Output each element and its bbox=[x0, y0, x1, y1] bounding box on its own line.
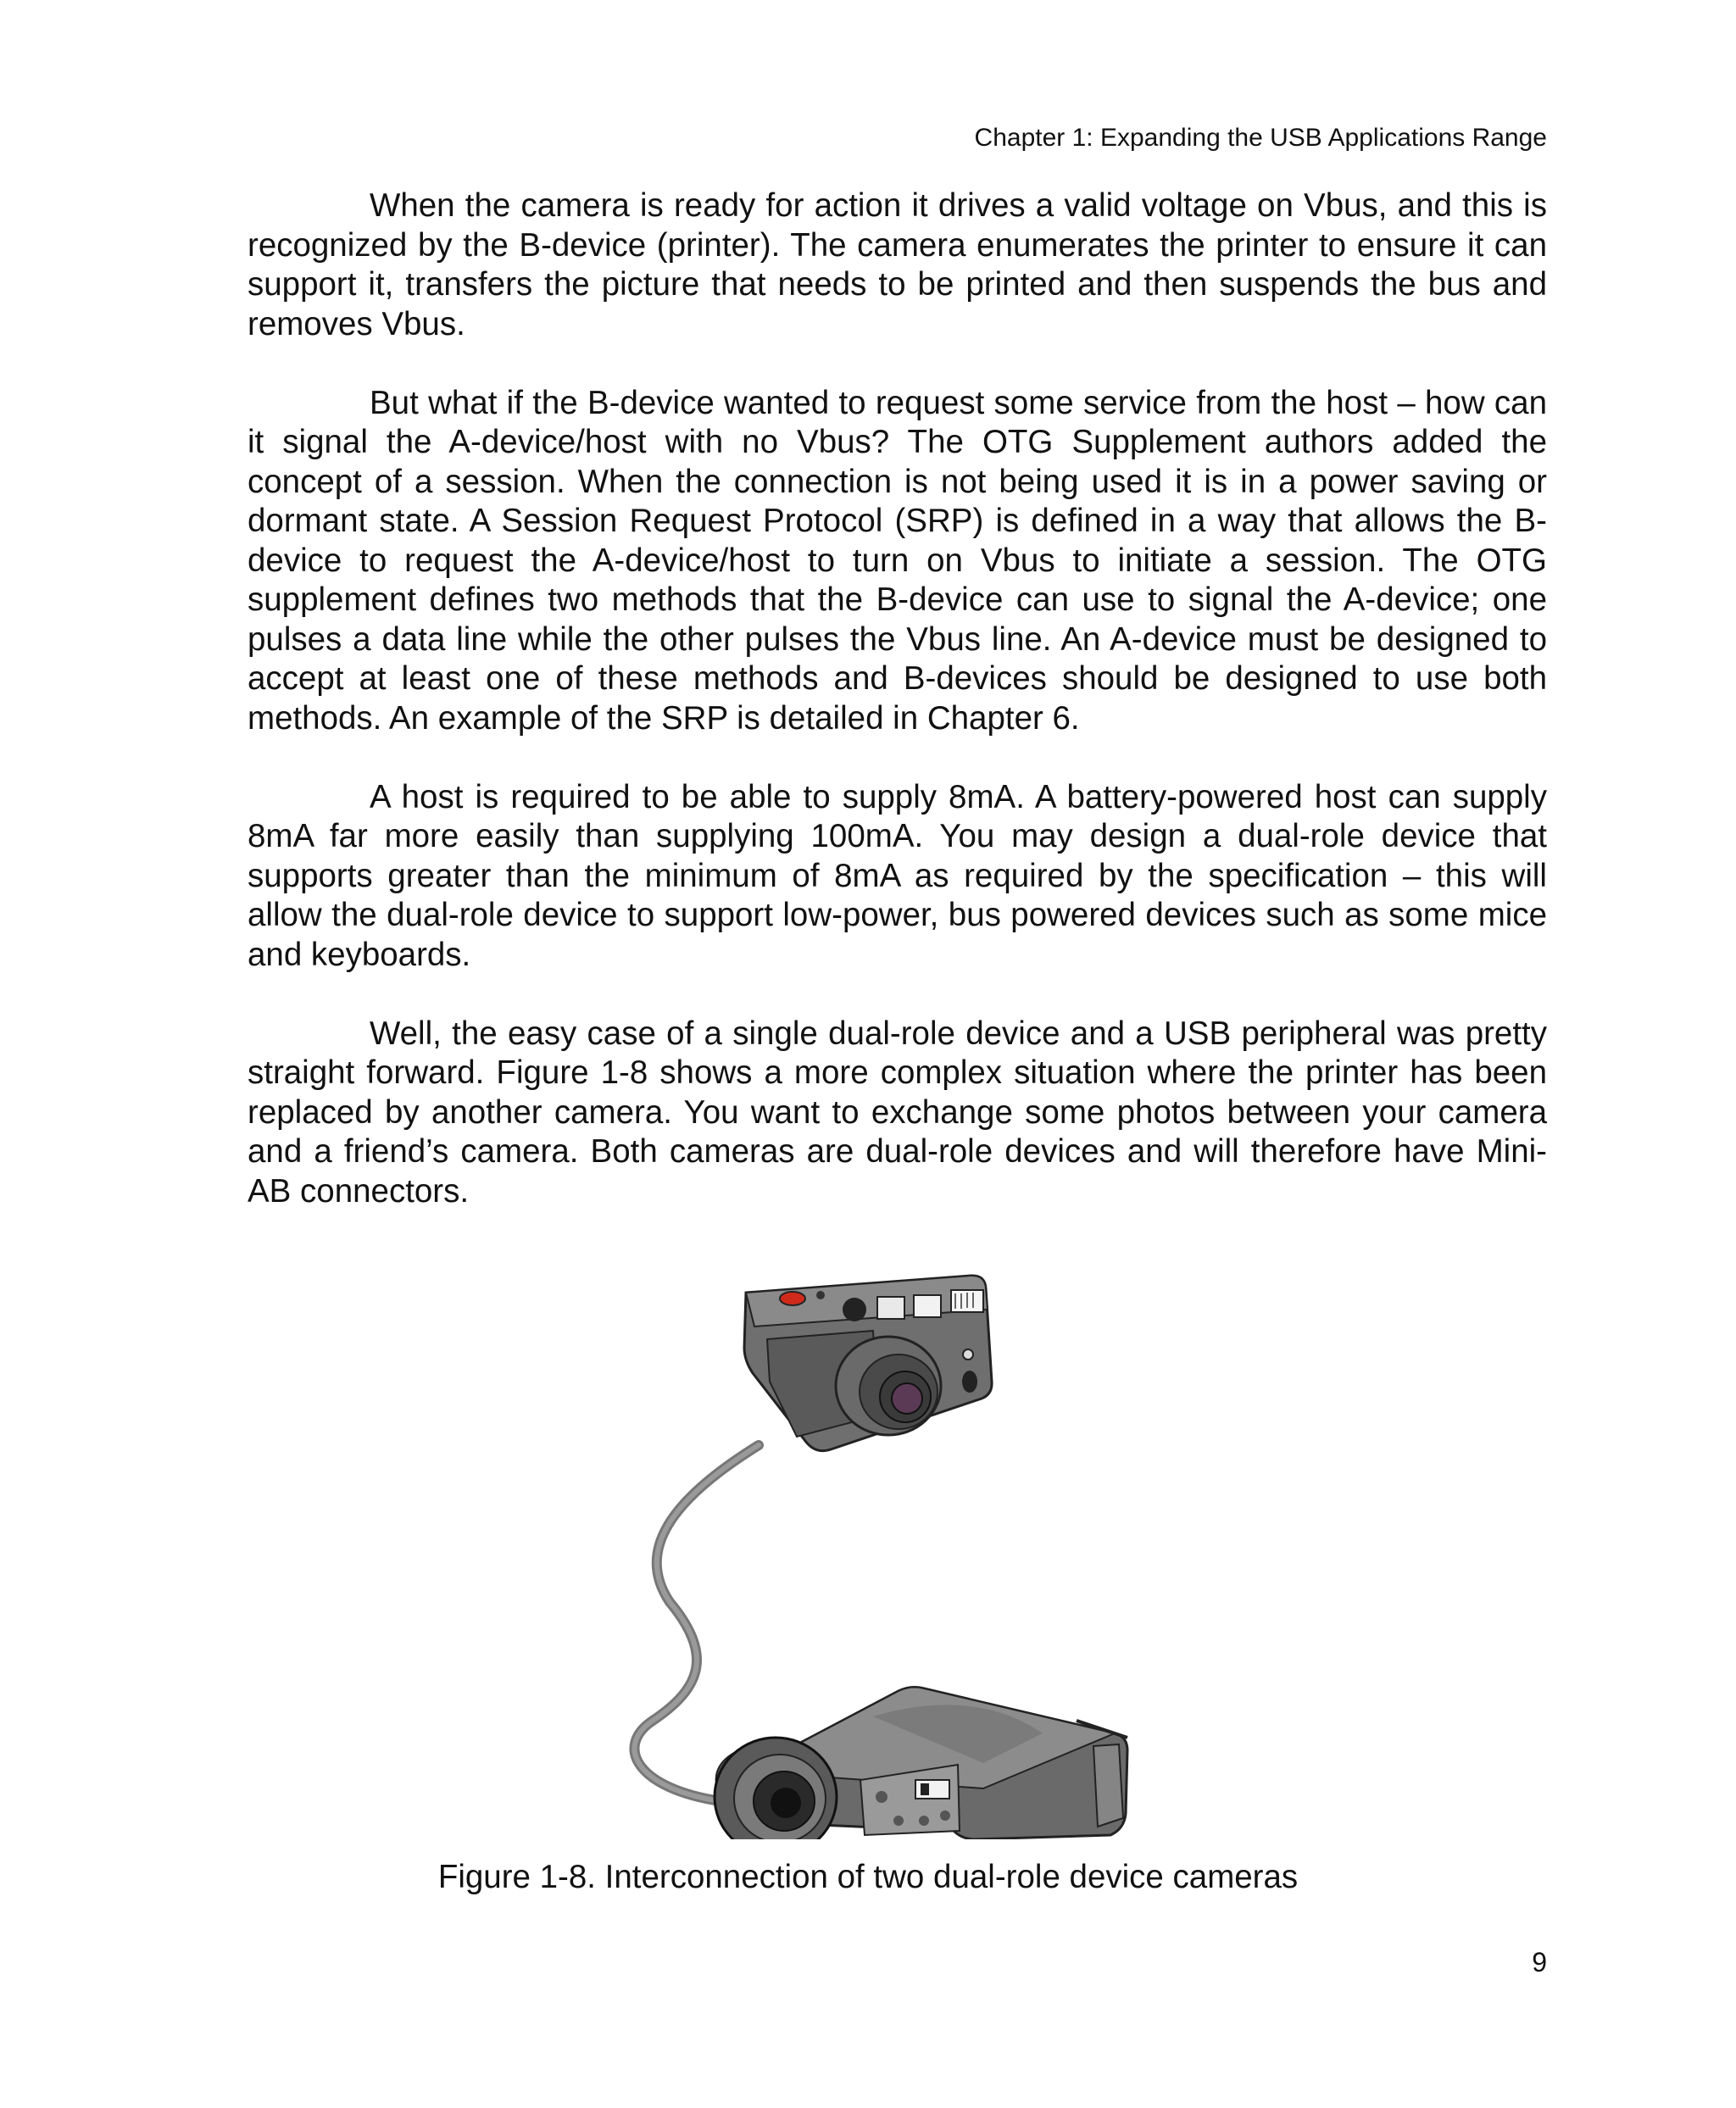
paragraph: But what if the B-device wanted to request some service from the host – how can it signal the A-device/host with no Vbus? The OTG Supplement authors added the concept of a session. When the connection is not being used it is in a power saving or dormant state. A Session Request Protocol (SRP) is defined in a way that allows the B-device to request the A-device/host to turn on Vbus to initiate a session. The OTG supplement defines two methods that the B-device can use to signal the A-device; one pulses a data line while the other pulses the Vbus line. An A-device must be designed to accept at least one of these methods and B-devices should be designed to use both methods. An example of the SRP is detailed in Chapter 6. bbox=[248, 384, 1547, 737]
top-camera bbox=[744, 1276, 992, 1451]
figure-two-cameras bbox=[619, 1246, 1178, 1839]
paragraph: Well, the easy case of a single dual-role device and a USB peripheral was pretty straight forward. Figure 1-8 shows a more complex situation where the printer has been replaced by another camera. You want to exchange some photos between your camera and a friend’s camera. Both cameras are dual-role devices and will therefore have Mini-AB connectors. bbox=[248, 1015, 1547, 1210]
paragraph: When the camera is ready for action it drives a valid voltage on Vbus, and this is recognized by the B-device (printer). The camera enumerates the printer to ensure it can support it, transfers the picture that needs to be printed and then suspends the bus and removes Vbus. bbox=[248, 187, 1547, 342]
camera-illustration bbox=[619, 1246, 1178, 1839]
running-head: Chapter 1: Expanding the USB Applications Range bbox=[974, 124, 1547, 152]
figure-caption: Figure 1-8. Interconnection of two dual-role device cameras bbox=[437, 1859, 1299, 1895]
page-number: 9 bbox=[1532, 1947, 1547, 1977]
body-text bbox=[248, 186, 1547, 1251]
bottom-camera bbox=[715, 1688, 1127, 1839]
paragraph: A host is required to be able to supply 8mA. A battery-powered host can supply 8mA far more easily than supplying 100mA. You may design a dual-role device that supports greater than the minimum of 8mA as required by the specification – this will allow the dual-role device to support low-power, bus powered devices such as some mice and keyboards. bbox=[248, 778, 1547, 973]
